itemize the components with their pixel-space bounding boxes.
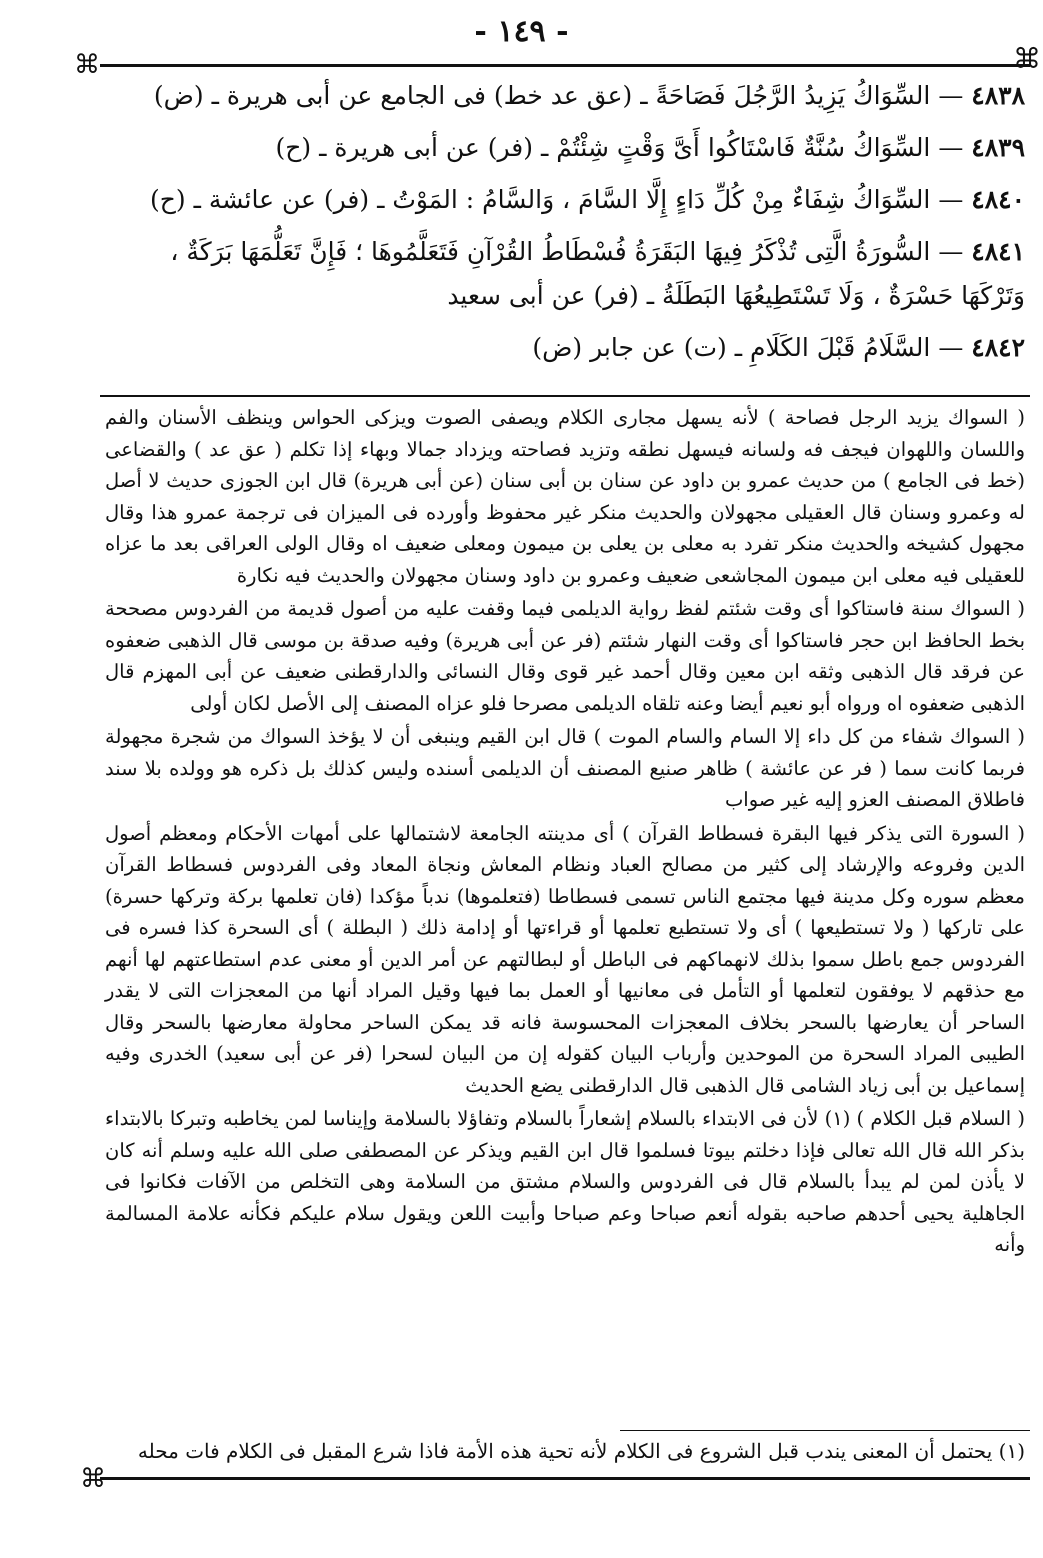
- ornament-icon: ⌘: [74, 50, 100, 80]
- commentary-paragraph: ( السواك سنة فاستاكوا أى وقت شئتم لفظ رواية الديلمى فيما وقفت عليه من أصول قديمة من الفردوس مصححة بخط الحافظ ابن حجر فاستاكوا أى وقت النهار شئتم (فر عن أبى هريرة) وفيه صدقة بن موسى قال الذهبى ضعفوه عن فرقد قال الذهبى وثقه ابن معين وقال أحمد غير قوى وقال النسائى والدارقطنى ضعيف عن أبى المهزم قال الذهبى ضعفوه اه ورواه أبو نعيم أيضا وعنه تلقاه الديلمى مصرحا فلو عزاه المصنف إلى الأصل لكان أولى: [105, 597, 1025, 715]
- footnote: (١) يحتمل أن المعنى يندب قبل الشروع فى الكلام لأنه تحية هذه الأمة فاذا شرع المقبل فى الكلام فات محله: [137, 1439, 1025, 1463]
- commentary-paragraph: ( السواك شفاء من كل داء إلا السام والسام الموت ) قال ابن القيم وينبغى أن لا يؤخذ السواك من شجرة مجهولة فربما كانت سما ( فر عن عائشة ) ظاهر صنيع المصنف أن الديلمى أسنده وليس كذلك بل ذكره هو وولده بلا سند فاطلاق المصنف العزو إليه غير صواب: [105, 725, 1025, 811]
- hadith-entry: [110, 74, 1025, 118]
- ornament-icon: ⌘: [80, 1464, 106, 1494]
- hadith-list: [110, 74, 1025, 378]
- hadith-entry: [110, 126, 1025, 170]
- hadith-number: ٤٨٣٨: [971, 81, 1025, 110]
- commentary-paragraph: ( السلام قبل الكلام ) (١) لأن فى الابتداء بالسلام إشعاراً بالسلام وتفاؤلا بالسلامة وإيناسا لمن يخاطبه وتبركا بالابتداء بذكر الله قال الله تعالى فإذا دخلتم بيوتا فسلموا قال ابن القيم ويذكر عن المصطفى صلى الله عليه وسلم أنه كان لا يأذن لمن لم يبدأ بالسلام قال فى الفردوس والسلام مشتق من السلامة وهى التخلص من الآفات فكانوا فى الجاهلية يحيى أحدهم صاحبه بقوله أنعم صباحا وعم صباحا وأبيت اللعن ويقول سلام عليكم فكأنه علامة المسالمة وأنه: [105, 1107, 1026, 1256]
- hadith-text: — السُّورَةُ الَّتِى تُذْكَرُ فِيهَا البَقَرَةُ فُسْطَاطُ القُرْآنِ فَتَعَلَّمُوهَا ؛ فَإِنَّ تَعَلُّمَهَا بَرَكَةٌ ، وَتَرْكَهَا حَسْرَةٌ ، وَلَا تَسْتَطِيعُهَا البَطَلَةُ ـ (فر) عن أبى سعيد: [170, 237, 1025, 310]
- hadith-text: — السِّوَاكُ يَزِيدُ الرَّجُلَ فَصَاحَةً ـ (عق عد خط) فى الجامع عن أبى هريرة ـ (ض): [153, 81, 964, 110]
- page-number: - ١٤٩ -: [474, 14, 569, 49]
- bottom-rule: [100, 1477, 1030, 1480]
- hadith-text: — السِّوَاكُ سُنَّةٌ فَاسْتَاكُوا أَىَّ وَقْتٍ شِئْتُمْ ـ (فر) عن أبى هريرة ـ (ح): [275, 133, 964, 162]
- commentary-paragraph: ( السواك يزيد الرجل فصاحة ) لأنه يسهل مجارى الكلام ويصفى الصوت ويزكى الحواس وينظف الأسنان والفم واللسان واللهوان فيجف فه ولسانه فيسهل نطقه وتزيد فصاحته ويزداد جمالا وبهاء إذا تكلم ( عق عد ) والقضاعى (خط فى الجامع ) من حديث عمرو بن داود عن سنان بن أبى سنان (عن أبى هريرة) قال ابن الجوزى حديث لا أصل له وعمرو وسنان قال العقيلى مجهولان والحديث منكر غير محفوظ وأورده فى الميزان فى ترجمة عمرو هذا وقال مجهول كشيخه والحديث منكر تفرد به معلى بن يعلى بن ميمون ومعلى ضعيف اه وقال الولى العراقى بعد ما عزاه للعقيلى فيه معلى ابن ميمون المجاشعى ضعيف وعمرو بن داود وسنان مجهولان والحديث فيه نكارة: [105, 406, 1025, 587]
- hadith-entry: [110, 326, 1025, 370]
- hadith-entry: [110, 178, 1025, 222]
- commentary: [105, 402, 1025, 1263]
- hadith-number: ٤٨٤٢: [971, 333, 1025, 362]
- hadith-text: — السِّوَاكُ شِفَاءٌ مِنْ كُلِّ دَاءٍ إِلَّا السَّامَ ، وَالسَّامُ : المَوْتُ ـ (فر) عن عائشة ـ (ح): [149, 185, 964, 214]
- hadith-entry: [110, 230, 1025, 318]
- hadith-number: ٤٨٤٠: [971, 185, 1025, 214]
- hadith-text: — السَّلَامُ قَبْلَ الكَلَامِ ـ (ت) عن جابر (ض): [532, 333, 964, 362]
- top-rule: [100, 64, 1030, 67]
- hadith-number: ٤٨٣٩: [971, 133, 1025, 162]
- hadith-number: ٤٨٤١: [971, 237, 1025, 266]
- ornament-icon: ⌘: [1013, 42, 1041, 75]
- footnote-rule: [620, 1430, 1030, 1431]
- commentary-paragraph: ( السورة التى يذكر فيها البقرة فسطاط القرآن ) أى مدينته الجامعة لاشتمالها على أمهات الأحكام ومعظم أصول الدين وفروعه والإرشاد إلى كثير من مصالح العباد ونظام المعاش ونجاة المعاد وفى الفردوس فسطاط القرآن معظم سوره وكل مدينة فيها مجتمع الناس تسمى فسطاطا (فتعلموها) ندباً مؤكدا (فان تعلمها بركة وتركها حسرة) على تاركها ( ولا تستطيعها ) أى ولا تستطيع تعلمها أو قراءتها أو إدامة ذلك ( البطلة ) أى السحرة كذا فسره فى الفردوس جمع باطل سموا بذلك لانهماكهم فى الباطل أو لبطالتهم عن أمر الدين أو معنى عدم استطاعتهم لها أنهم مع حذقهم لا يوفقون لتعلمها أو التأمل فى معانيها أو العمل بما فيها وقيل المراد أنها من المعجزات التى لا يقدر الساحر أن يعارضها بالسحر بخلاف المعجزات المحسوسة فانه قد يمكن الساحر محاولة معارضها بالسحر وقال الطيبى المراد السحرة من الموحدين وأرباب البيان كقوله إن من البيان لسحرا (فر عن أبى سعيد) الخدرى وفيه إسماعيل بن أبى زياد الشامى قال الذهبى قال الدارقطنى يضع الحديث: [105, 821, 1025, 1097]
- section-divider: [100, 395, 1030, 397]
